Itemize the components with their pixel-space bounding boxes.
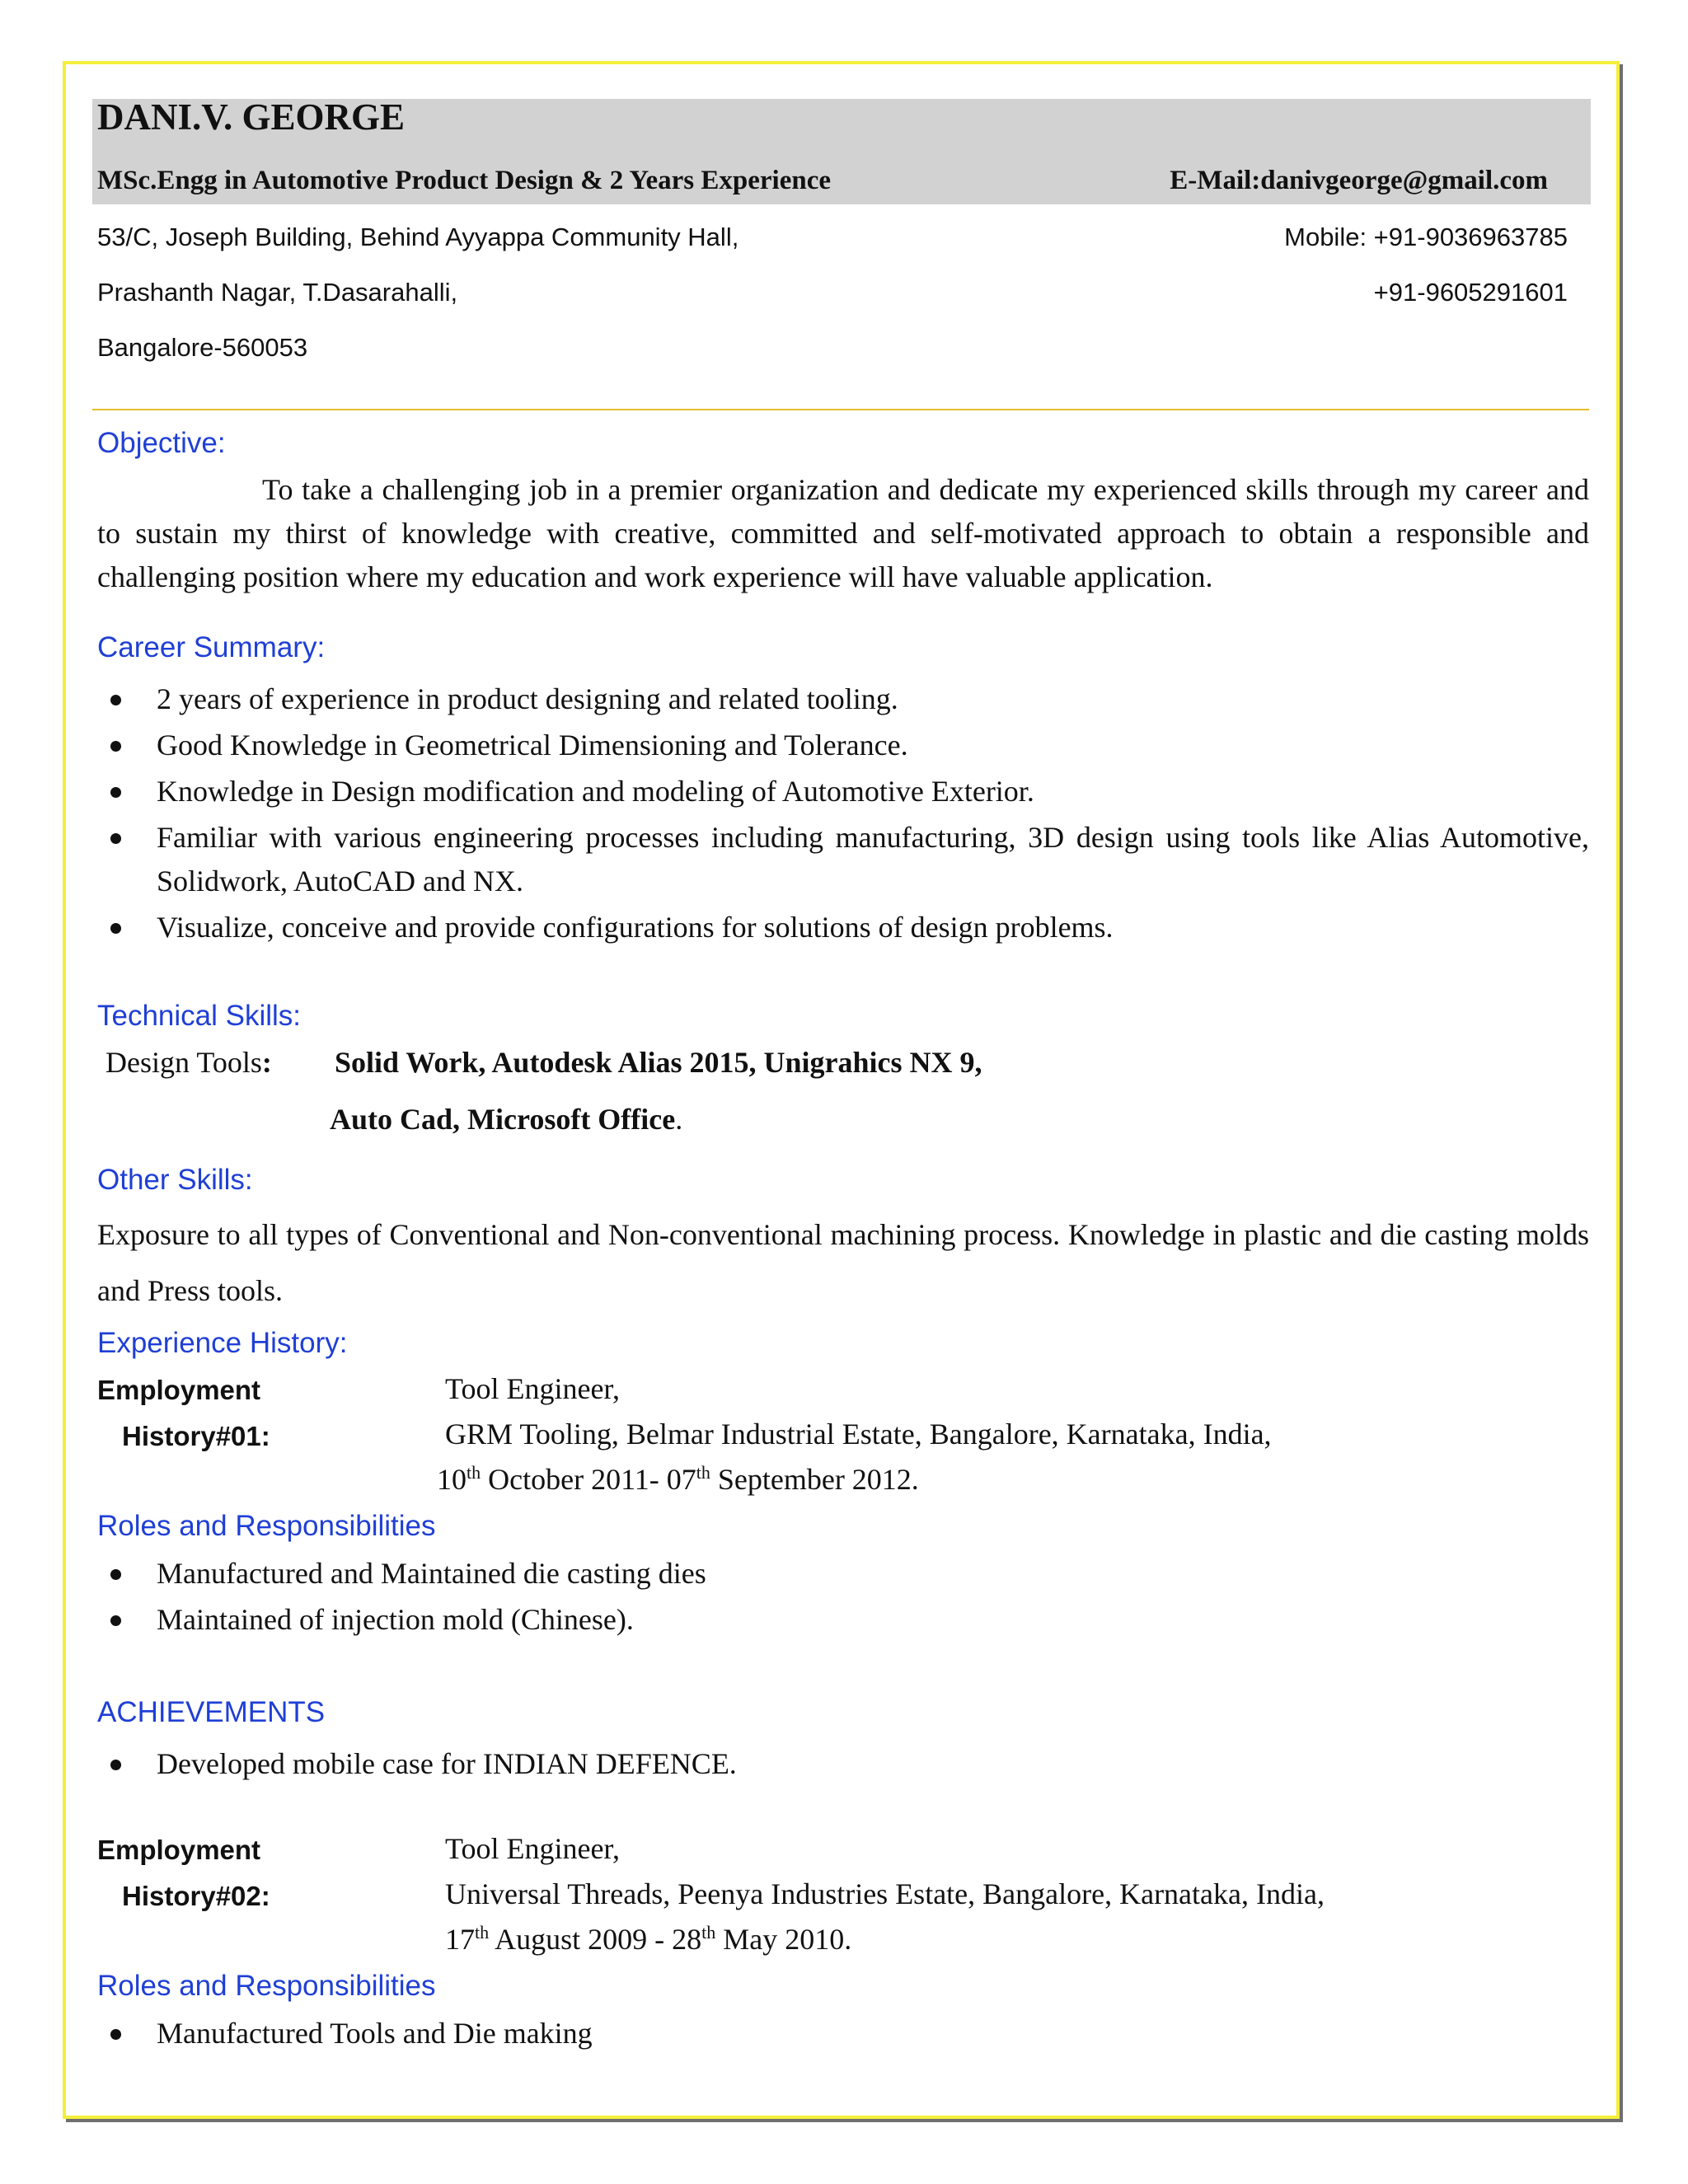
bullet-icon: [110, 695, 121, 705]
list-item: Visualize, conceive and provide configurations for solutions of design problems.: [97, 906, 1589, 949]
bullet-icon: [110, 1760, 121, 1770]
other-skills-heading: Other Skills:: [97, 1164, 253, 1196]
mobile-number-1: Mobile: +91-9036963785: [1284, 223, 1568, 251]
address-line-2: Prashanth Nagar, T.Dasarahalli,: [97, 278, 458, 307]
bullet-icon: [110, 787, 121, 798]
career-summary-list: [97, 677, 1589, 952]
bullet-icon: [110, 1569, 121, 1580]
list-item: Manufactured and Maintained die casting dies: [97, 1552, 1589, 1596]
job-company: Universal Threads, Peenya Industries Estate, Bangalore, Karnataka, India,: [445, 1877, 1325, 1910]
bullet-icon: [110, 923, 121, 934]
roles-heading: Roles and Responsibilities: [97, 1510, 436, 1542]
job-title: Tool Engineer,: [445, 1832, 620, 1865]
list-item: Manufactured Tools and Die making: [97, 2012, 1589, 2055]
candidate-name: DANI.V. GEORGE: [97, 96, 405, 138]
employment-label: Employment: [97, 1375, 261, 1405]
design-tools-label: Design Tools:: [106, 1046, 272, 1079]
achievements-list: [97, 1742, 1589, 1788]
bullet-icon: [110, 833, 121, 844]
achievements-heading: ACHIEVEMENTS: [97, 1696, 326, 1728]
roles-list: [97, 1552, 1589, 1644]
technical-skills-heading: Technical Skills:: [97, 1000, 302, 1032]
job-dates: 17th August 2009 - 28th May 2010.: [445, 1922, 852, 1956]
header-divider: [92, 409, 1589, 410]
objective-heading: Objective:: [97, 427, 226, 459]
bullet-icon: [110, 2029, 121, 2040]
page-border: [63, 61, 1620, 2119]
list-item: Knowledge in Design modification and modeling of Automotive Exterior.: [97, 770, 1589, 813]
mobile-number-2: +91-9605291601: [1373, 278, 1568, 307]
career-summary-heading: Career Summary:: [97, 631, 326, 663]
list-item: Maintained of injection mold (Chinese).: [97, 1598, 1589, 1642]
job-dates: 10th October 2011- 07th September 2012.: [437, 1462, 919, 1496]
history-number-label: History#02:: [122, 1881, 270, 1911]
other-skills-text: Exposure to all types of Conventional and Non-conventional machining process. Knowledge in plastic and die casting molds and Press tools.: [97, 1218, 1589, 1307]
address-line-3: Bangalore-560053: [97, 333, 308, 362]
bullet-icon: [110, 1615, 121, 1626]
job-title: Tool Engineer,: [445, 1372, 620, 1405]
design-tools-line-2: Auto Cad, Microsoft Office.: [330, 1103, 683, 1136]
objective-text: To take a challenging job in a premier organization and dedicate my experienced skills through my career and to sustain my thirst of knowledge with creative, committed and self-motivated approach to obtain a responsible and challenging position where my education and work experience will have valuable application.: [97, 473, 1589, 593]
list-item: Familiar with various engineering processes including manufacturing, 3D design using tools like Alias Automotive, Solidwork, AutoCAD and NX.: [97, 816, 1589, 903]
employment-label: Employment: [97, 1835, 261, 1865]
list-item: Developed mobile case for INDIAN DEFENCE.: [97, 1742, 1589, 1786]
roles-list: [97, 2012, 1589, 2058]
list-item: 2 years of experience in product designing and related tooling.: [97, 677, 1589, 721]
roles-heading: Roles and Responsibilities: [97, 1970, 436, 2002]
history-number-label: History#01:: [122, 1421, 270, 1451]
address-line-1: 53/C, Joseph Building, Behind Ayyappa Community Hall,: [97, 223, 739, 251]
email-address[interactable]: E-Mail:danivgeorge@gmail.com: [1170, 166, 1548, 195]
design-tools-line-1: Solid Work, Autodesk Alias 2015, Unigrahics NX 9,: [335, 1046, 982, 1079]
experience-history-heading: Experience History:: [97, 1327, 348, 1359]
job-company: GRM Tooling, Belmar Industrial Estate, Bangalore, Karnataka, India,: [445, 1418, 1272, 1451]
bullet-icon: [110, 741, 121, 752]
list-item: Good Knowledge in Geometrical Dimensioning and Tolerance.: [97, 724, 1589, 767]
degree-experience: MSc.Engg in Automotive Product Design & 2 Years Experience: [97, 166, 832, 195]
